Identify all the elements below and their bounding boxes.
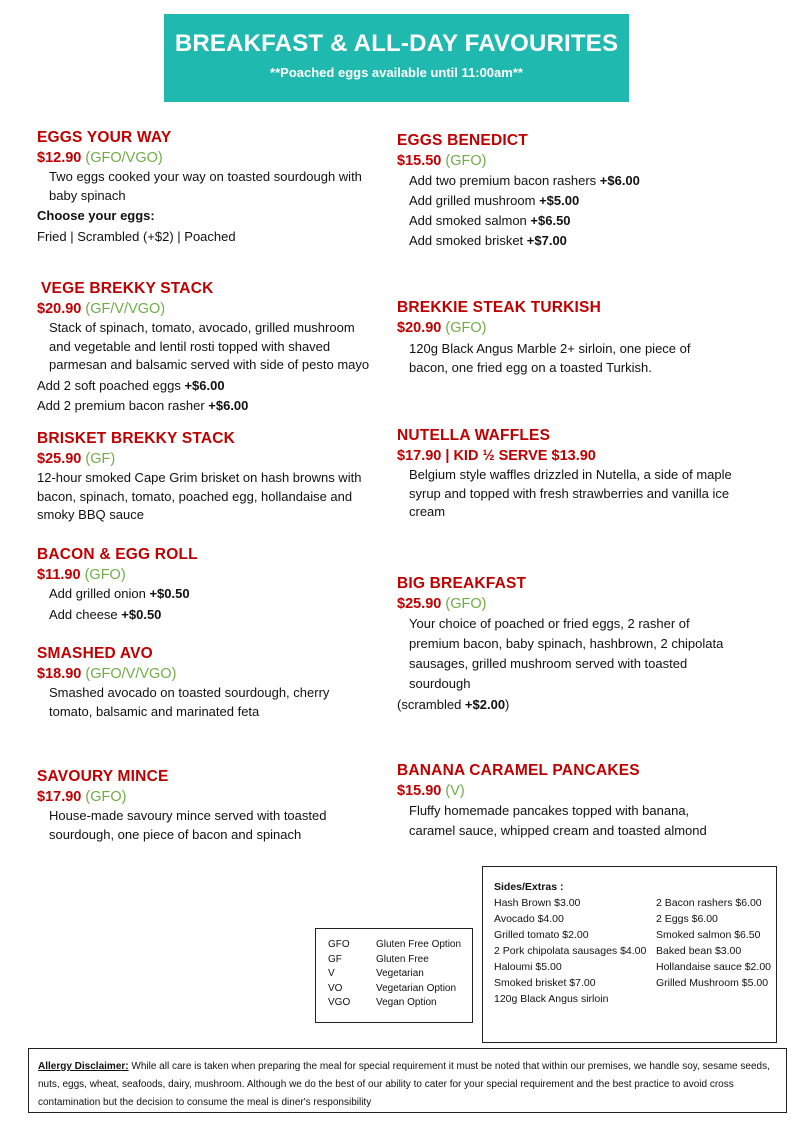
item-name: BREKKIE STEAK TURKISH (397, 299, 601, 316)
item-diet: (GFO) (445, 320, 487, 336)
side-item: 120g Black Angus sirloin (494, 993, 609, 1005)
item-diet: (V) (445, 783, 465, 799)
disclaimer-label: Allergy Disclaimer: (38, 1061, 129, 1072)
item-name: BIG BREAKFAST (397, 575, 527, 592)
item-price: $15.90 (397, 783, 442, 799)
header-banner (164, 14, 629, 102)
addon-line: Add 2 premium bacon rasher +$6.00 (37, 398, 249, 413)
menu-item-banana-caramel-pancakes (397, 762, 732, 841)
side-item: 2 Eggs $6.00 (656, 913, 718, 925)
addon-line: Add smoked salmon +$6.50 (409, 213, 571, 228)
item-diet: (GF/V/VGO) (85, 301, 166, 317)
sides-column-2 (656, 895, 771, 1007)
item-price: $12.90 (37, 150, 82, 166)
item-description: Your choice of poached or fried eggs, 2 rasher of premium bacon, baby spinach, hashbrown, 2 chipolata sausages, grilled mushroom served with toasted sourdough (409, 616, 724, 691)
dietary-legend (315, 928, 473, 1023)
item-description: 12-hour smoked Cape Grim brisket on hash browns with bacon, spinach, tomato, poached egg, hollandaise and smoky BBQ sauce (37, 470, 362, 522)
item-diet: (GFO) (84, 567, 126, 583)
legend-row: V Vegetarian (328, 968, 424, 979)
item-price: $18.90 (37, 666, 82, 682)
menu-item-smashed-avo (37, 645, 372, 721)
addon-line: Add cheese +$0.50 (49, 606, 162, 622)
item-name: VEGE BREKKY STACK (41, 280, 214, 297)
menu-item-savoury-mince (37, 768, 372, 844)
addon-line: Add grilled mushroom +$5.00 (409, 193, 580, 208)
allergy-disclaimer (28, 1048, 787, 1113)
item-price: $11.90 (37, 567, 81, 583)
menu-item-vege-brekky-stack (37, 280, 372, 416)
side-item: Haloumi $5.00 (494, 961, 562, 973)
item-price: $20.90 (397, 320, 442, 336)
menu-item-bacon-egg-roll (37, 546, 372, 624)
menu-item-brisket-brekky-stack (37, 430, 372, 525)
menu-item-brekkie-steak-turkish (397, 299, 732, 377)
side-item: Avocado $4.00 (494, 913, 564, 925)
side-item: Hollandaise sauce $2.00 (656, 961, 771, 973)
side-item: Grilled tomato $2.00 (494, 929, 589, 941)
side-item: 2 Bacon rashers $6.00 (656, 897, 762, 909)
sides-title: Sides/Extras : (494, 881, 564, 893)
item-name: BANANA CARAMEL PANCAKES (397, 762, 640, 779)
item-name: BACON & EGG ROLL (37, 546, 198, 563)
addon-line: Add two premium bacon rashers +$6.00 (409, 173, 640, 188)
menu-item-nutella-waffles (397, 427, 762, 522)
side-item: Smoked brisket $7.00 (494, 977, 596, 989)
legend-row: GFO Gluten Free Option (328, 939, 462, 950)
menu-item-eggs-your-way (37, 129, 377, 246)
side-item: Smoked salmon $6.50 (656, 929, 761, 941)
item-price: $17.90 | KID ½ SERVE $13.90 (397, 448, 596, 464)
addon-list (397, 171, 767, 251)
item-diet: (GFO/VGO) (85, 150, 163, 166)
item-description: 120g Black Angus Marble 2+ sirloin, one piece of bacon, one fried egg on a toasted Turkish. (409, 341, 691, 375)
item-price: $20.90 (37, 301, 82, 317)
item-name: BRISKET BREKKY STACK (37, 430, 236, 447)
side-item: Hash Brown $3.00 (494, 897, 581, 909)
sides-extras-box (482, 866, 777, 1043)
item-name: EGGS YOUR WAY (37, 129, 172, 146)
item-description: Smashed avocado on toasted sourdough, cherry tomato, balsamic and marinated feta (49, 685, 330, 719)
choose-eggs-label: Choose your eggs: (37, 208, 155, 223)
choose-eggs-options: Fried | Scrambled (+$2) | Poached (37, 228, 236, 244)
item-name: EGGS BENEDICT (397, 132, 528, 149)
side-item: Baked bean $3.00 (656, 945, 742, 957)
item-price: $25.90 (37, 451, 82, 467)
menu-item-eggs-benedict (397, 132, 767, 251)
item-note: (scrambled +$2.00) (397, 697, 510, 712)
item-description: House-made savoury mince served with toasted sourdough, one piece of bacon and spinach (49, 808, 327, 842)
item-price: $17.90 (37, 789, 82, 805)
item-name: SMASHED AVO (37, 645, 153, 662)
page-subtitle: **Poached eggs available until 11:00am** (270, 65, 523, 80)
legend-row: GF Gluten Free (328, 953, 429, 965)
disclaimer-text: While all care is taken when preparing the meal for special requirement it must be noted that within our premises, we handle soy, sesame seeds, nuts, eggs, wheat, seafoods, dairy, mushroom. Although we do the best of our ability to cater for your special requirement and the best practice to avoid cross contamination but the decision to consume the meal is diner's responsibility (38, 1061, 770, 1108)
item-price: $25.90 (397, 596, 442, 612)
item-name: NUTELLA WAFFLES (397, 427, 551, 444)
side-item: Grilled Mushroom $5.00 (656, 977, 769, 989)
legend-row: VGO Vegan Option (328, 997, 437, 1008)
item-name: SAVOURY MINCE (37, 768, 169, 785)
page-title: BREAKFAST & ALL-DAY FAVOURITES (174, 30, 619, 57)
addon-line: Add smoked brisket +$7.00 (409, 233, 567, 248)
item-diet: (GFO) (445, 153, 487, 169)
item-diet: (GF) (85, 451, 116, 467)
addon-line: Add 2 soft poached eggs +$6.00 (37, 377, 225, 393)
item-diet: (GFO) (445, 596, 487, 612)
item-diet: (GFO/V/VGO) (85, 666, 177, 682)
item-description: Belgium style waffles drizzled in Nutella, a side of maple syrup and topped with fresh strawberries and vanilla ice cream (409, 467, 732, 519)
side-item: 2 Pork chipolata sausages $4.00 (494, 945, 647, 957)
item-price: $15.50 (397, 153, 442, 169)
menu-item-big-breakfast (397, 575, 732, 715)
addon-line: Add grilled onion +$0.50 (49, 586, 190, 601)
legend-row: VO Vegetarian Option (328, 982, 457, 994)
item-diet: (GFO) (85, 789, 127, 805)
item-description: Stack of spinach, tomato, avocado, grilled mushroom and vegetable and lentil rosti topped with shaved parmesan and balsamic served with side of pesto mayo (49, 320, 370, 372)
sides-column-1 (494, 895, 656, 1007)
item-description: Two eggs cooked your way on toasted sourdough with baby spinach (49, 169, 362, 203)
item-description: Fluffy homemade pancakes topped with banana, caramel sauce, whipped cream and toasted almond (409, 803, 707, 838)
